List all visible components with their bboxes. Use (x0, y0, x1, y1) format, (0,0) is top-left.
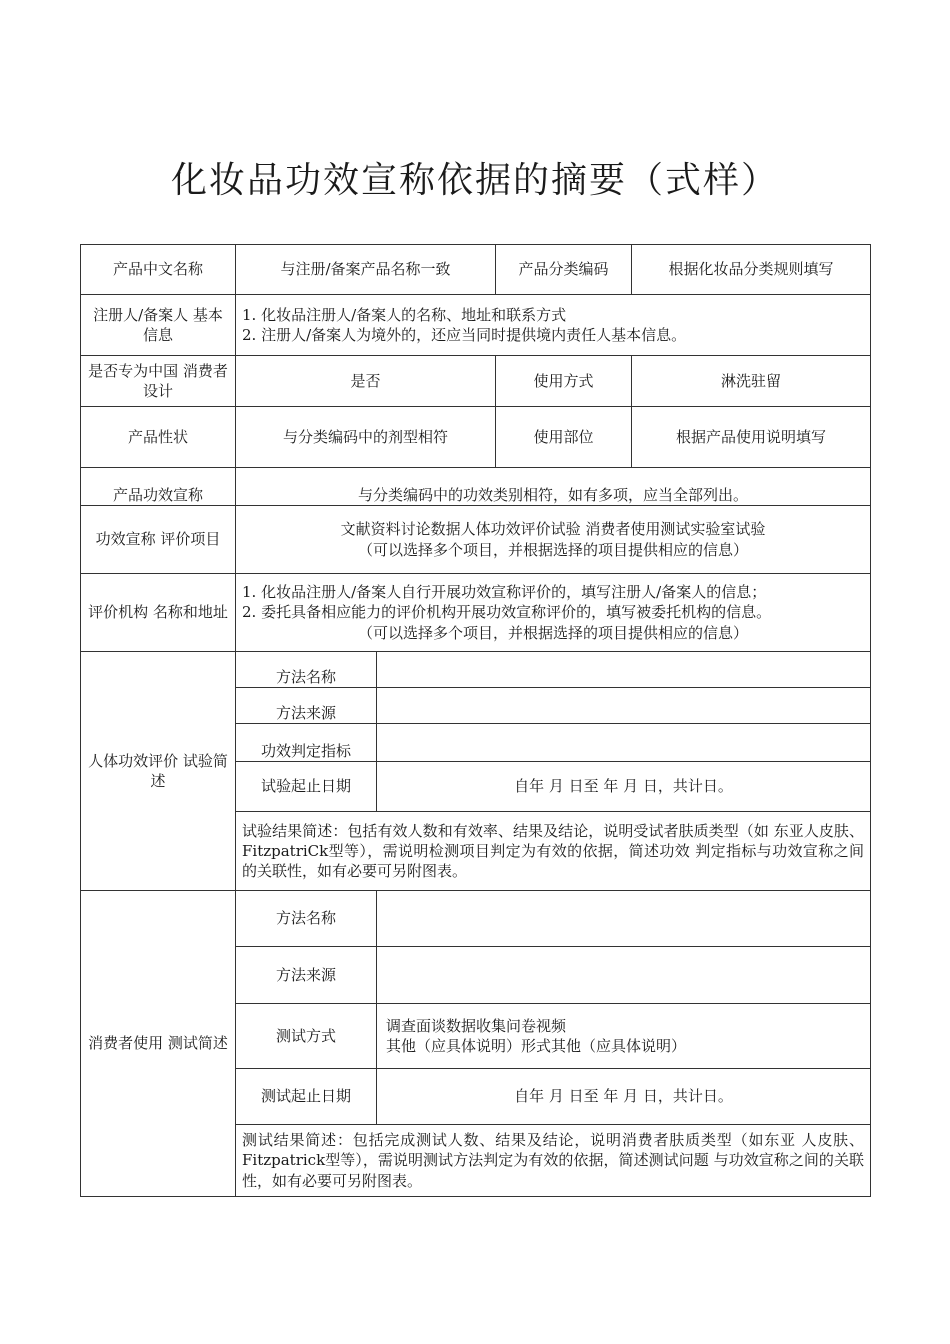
test-mode-line-1: 调查面谈数据收集问卷视频 (386, 1016, 567, 1035)
value-evaluation-agency (236, 574, 871, 652)
label-consumer-test-mode: 测试方式 (236, 1004, 377, 1069)
row-product-name (81, 245, 871, 295)
summary-form-table (80, 244, 871, 1197)
consumer-result-summary: 测试结果简述：包括完成测试人数、结果及结论，说明消费者肤质类型（如东亚 人皮肤、Fitzpatrick型等），需说明测试方法判定为有效的依据，简述测试问题 与功效宣称之间的关联性，如有必要可另附图表。 (236, 1125, 871, 1197)
value-registrant (236, 295, 871, 356)
value-category-code: 根据化妆品分类规则填写 (632, 245, 871, 295)
label-consumer-dates: 测试起止日期 (236, 1069, 377, 1125)
agency-line-3: （可以选择多个项目，并根据选择的项目提供相应的信息） (357, 623, 748, 642)
agency-line-1: 1. 化妆品注册人/备案人自行开展功效宣称评价的，填写注册人/备案人的信息； (242, 583, 767, 602)
row-registrant (81, 295, 871, 356)
registrant-line-2: 2. 注册人/备案人为境外的，还应当同时提供境内责任人基本信息。 (242, 326, 687, 344)
label-usage-area: 使用部位 (496, 407, 632, 468)
value-product-form: 与分类编码中的剂型相符 (236, 407, 496, 468)
value-human-dates: 自年 月 日至 年 月 日，共计日。 (377, 762, 871, 812)
label-usage-method: 使用方式 (496, 356, 632, 407)
row-product-form (81, 407, 871, 468)
label-evaluation-agency: 评价机构 名称和地址 (81, 574, 236, 652)
label-china-design: 是否专为中国 消费者设计 (81, 356, 236, 407)
value-china-design: 是否 (236, 356, 496, 407)
value-consumer-test-mode (377, 1004, 871, 1069)
label-consumer-method-name: 方法名称 (236, 891, 377, 947)
evaluation-items-line-2: （可以选择多个项目，并根据选择的项目提供相应的信息） (357, 540, 748, 559)
label-consumer-test: 消费者使用 测试简述 (81, 891, 236, 1197)
test-mode-line-2: 其他（应具体说明）形式其他（应具体说明） (386, 1037, 687, 1055)
label-human-test: 人体功效评价 试验简述 (81, 652, 236, 891)
label-evaluation-items: 功效宣称 评价项目 (81, 506, 236, 574)
value-efficacy-claim: 与分类编码中的功效类别相符，如有多项，应当全部列出。 (236, 468, 871, 506)
row-efficacy-claim (81, 468, 871, 506)
agency-line-2: 2. 委托具备相应能力的评价机构开展功效宣称评价的，填写被委托机构的信息。 (242, 603, 772, 622)
row-evaluation-agency (81, 574, 871, 652)
label-human-criteria: 功效判定指标 (236, 724, 377, 762)
value-product-name: 与注册/备案产品名称一致 (236, 245, 496, 295)
value-human-method-name (377, 652, 871, 688)
value-usage-area: 根据产品使用说明填写 (632, 407, 871, 468)
value-human-criteria (377, 724, 871, 762)
page-title: 化妆品功效宣称依据的摘要（式样） (170, 160, 779, 201)
label-registrant: 注册人/备案人 基本信息 (81, 295, 236, 356)
label-category-code: 产品分类编码 (496, 245, 632, 295)
evaluation-items-line-1: 文献资料讨论数据人体功效评价试验 消费者使用测试实验室试验 (340, 520, 766, 539)
label-efficacy-claim: 产品功效宣称 (81, 468, 236, 506)
value-consumer-method-name (377, 891, 871, 947)
registrant-line-1: 1. 化妆品注册人/备案人的名称、地址和联系方式 (242, 305, 567, 324)
label-human-dates: 试验起止日期 (236, 762, 377, 812)
label-human-method-source: 方法来源 (236, 688, 377, 724)
row-evaluation-items (81, 506, 871, 574)
row-china-design (81, 356, 871, 407)
value-usage-method: 淋洗驻留 (632, 356, 871, 407)
row-human-method-name (81, 652, 871, 688)
value-consumer-method-source (377, 947, 871, 1004)
label-product-name: 产品中文名称 (81, 245, 236, 295)
value-human-method-source (377, 688, 871, 724)
label-product-form: 产品性状 (81, 407, 236, 468)
label-consumer-method-source: 方法来源 (236, 947, 377, 1004)
row-consumer-method-name (81, 891, 871, 947)
label-human-method-name: 方法名称 (236, 652, 377, 688)
human-result-summary: 试验结果简述：包括有效人数和有效率、结果及结论，说明受试者肤质类型（如 东亚人皮肤、FitzpatriCk型等），需说明检测项目判定为有效的依据，简述功效 判定指标与功效宣称之间的关联性，如有必要可另附图表。 (236, 812, 871, 891)
value-evaluation-items (236, 506, 871, 574)
value-consumer-dates: 自年 月 日至 年 月 日，共计日。 (377, 1069, 871, 1125)
